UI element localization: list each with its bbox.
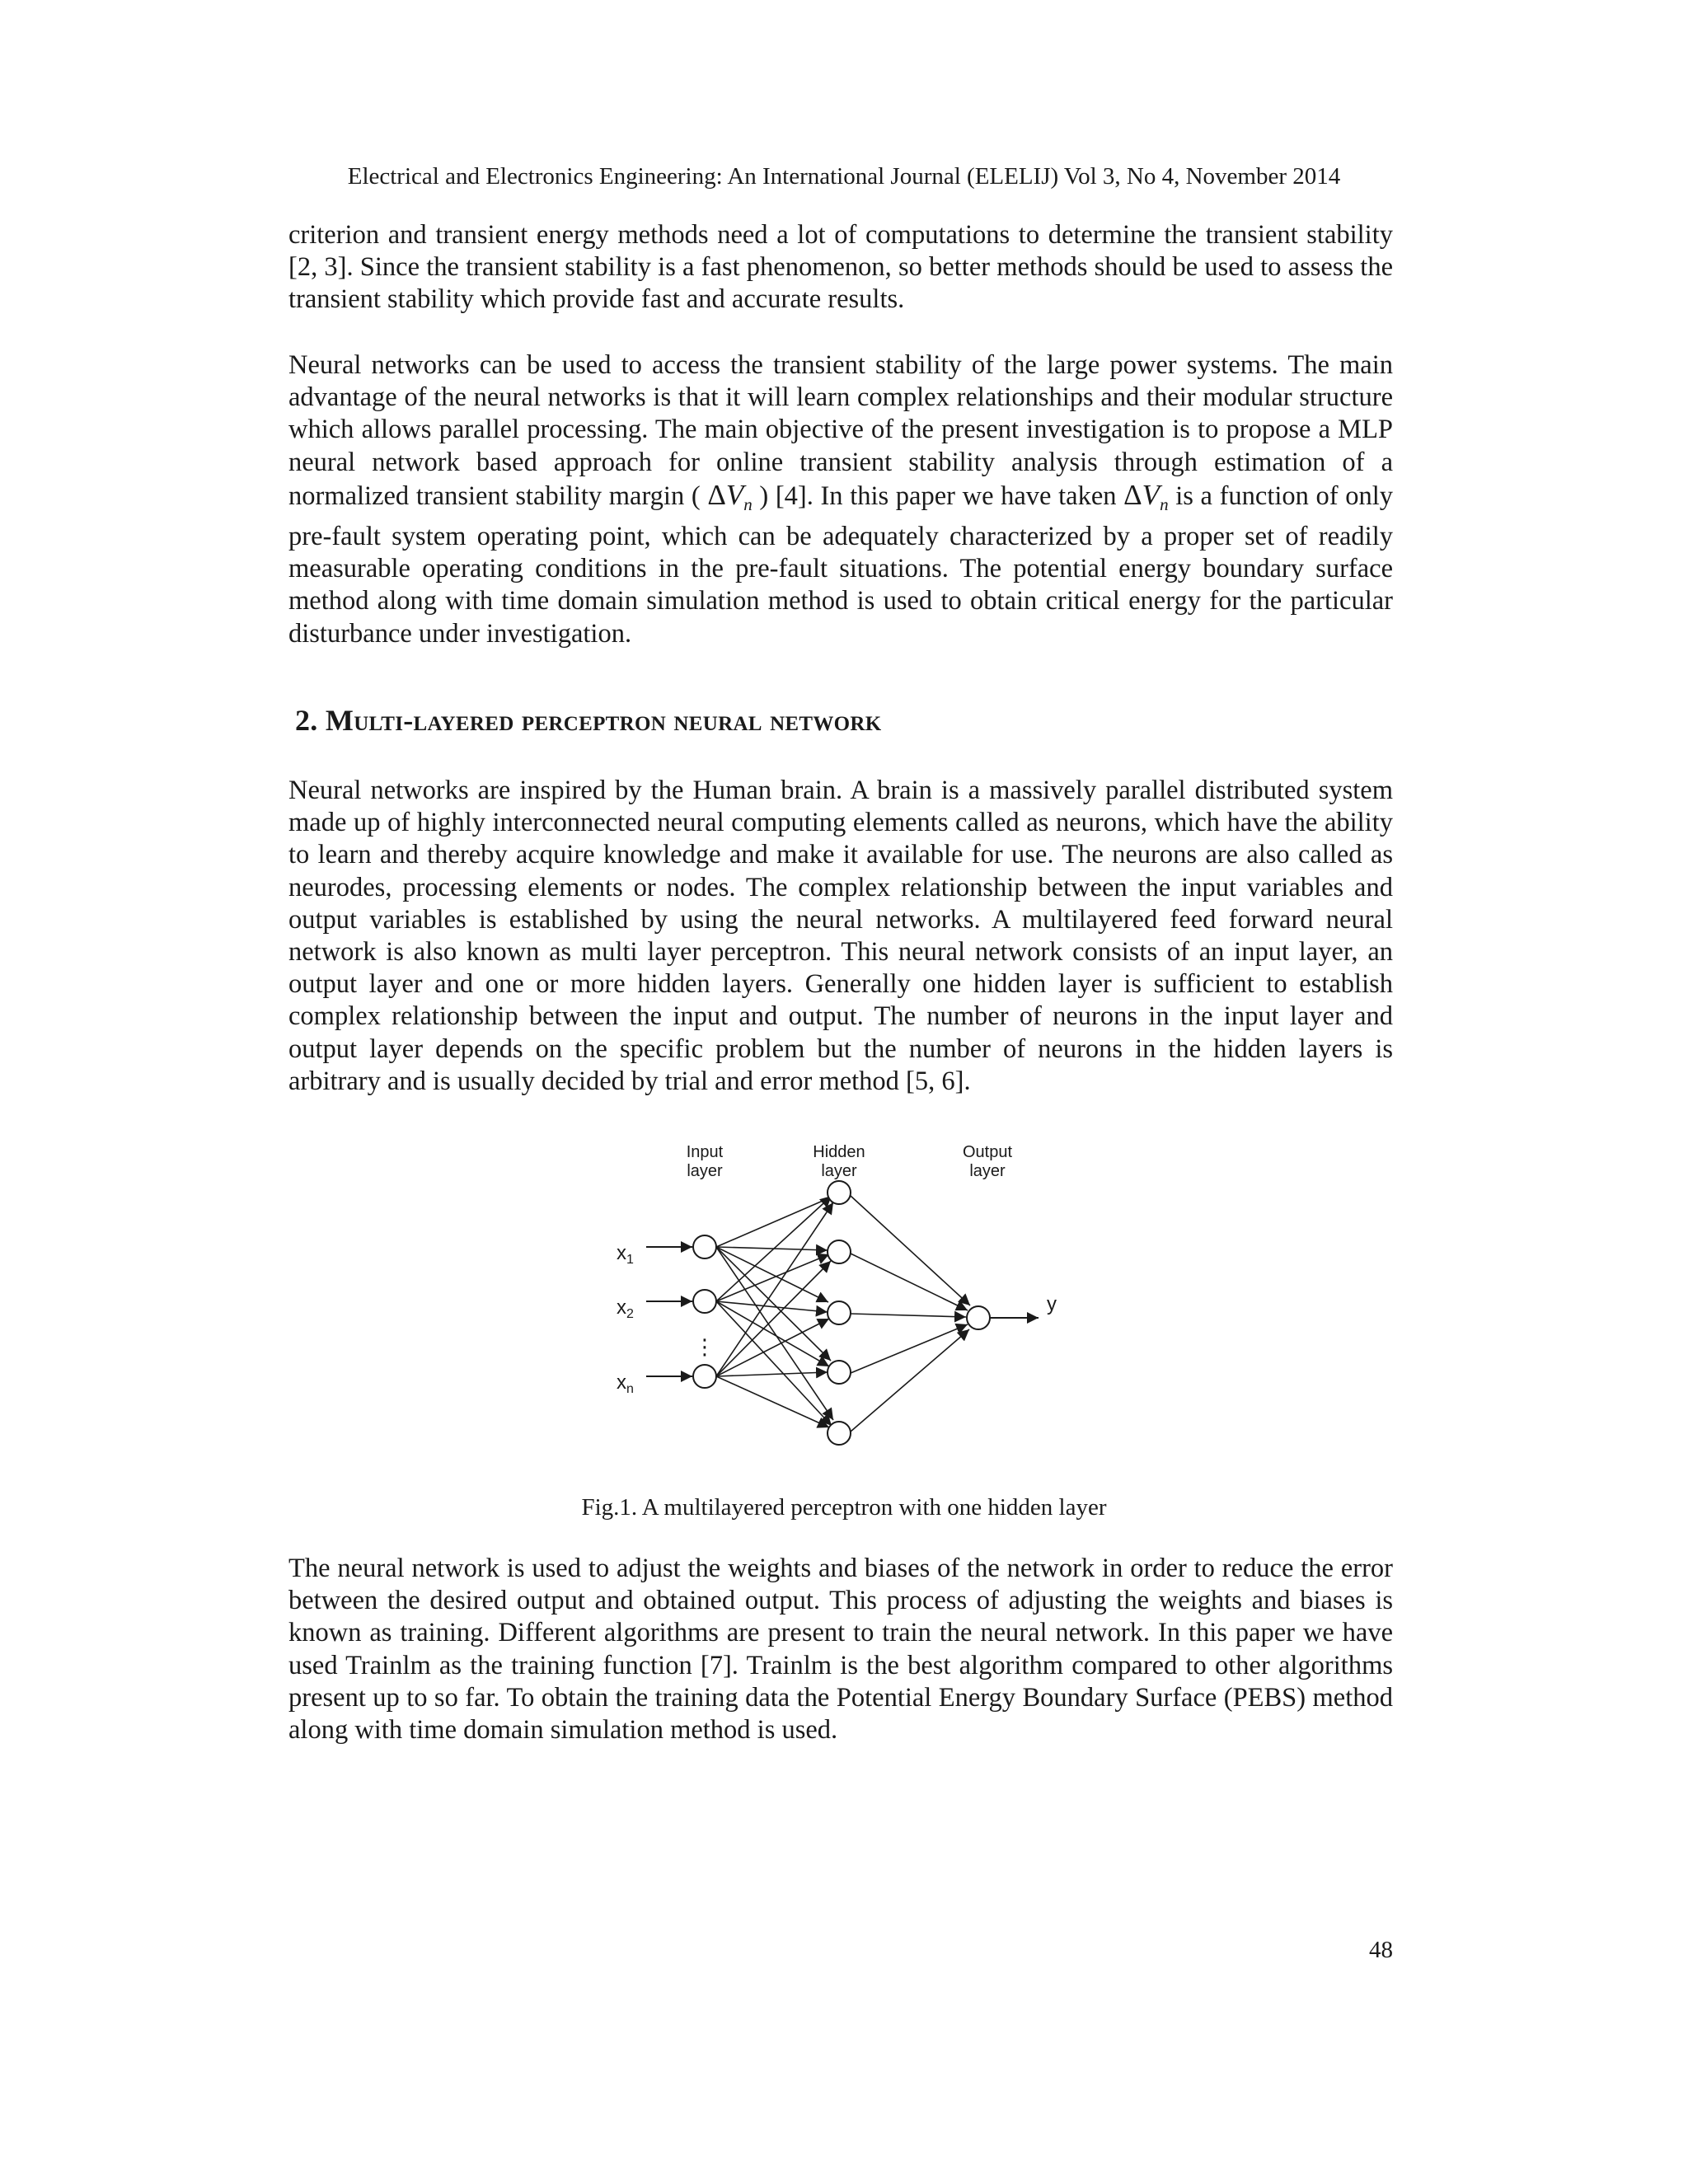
hidden-node-2 <box>828 1240 851 1263</box>
paragraph-text: Neural networks can be used to access the transient stability of the large power systems. The main advantage of the neural networks is that it will learn complex relationships and their modular structure which allows parallel processing. The main objective of the present investigation is to propose a MLP neural network based approach for online transient stability analysis through estimation of a normalized transient stability margin ( <box>288 350 1393 511</box>
layer-label-output-1: Output <box>962 1143 1013 1161</box>
running-header: Electrical and Electronics Engineering: An International Journal (ELELIJ) Vol 3, No 4, November 2014 <box>347 163 1341 190</box>
layer-label-output-2: layer <box>969 1162 1006 1180</box>
hidden-output-connections <box>851 1196 970 1432</box>
hidden-node-3 <box>828 1301 851 1324</box>
hidden-node-5 <box>828 1422 851 1445</box>
paragraph-mlp: Neural networks are inspired by the Human brain. A brain is a massively parallel distributed system made up of highly interconnected neural computing elements called as neurons, which have the ability to learn and thereby acquire knowledge and make it available for use. The neurons are also called as neurodes, processing elements or nodes. The complex relationship between the input variables and output variables is established by using the neural networks. A multilayered feed forward neural network is also known as multi layer perceptron. This neural network consists of an input layer, an output layer and one or more hidden layers. Generally one hidden layer is sufficient to establish complex relationship between the input and output. The number of neurons in the input layer and output layer depends on the specific problem but the number of neurons in the hidden layers is arbitrary and is usually decided by trial and error method [5, 6]. <box>288 776 1393 1096</box>
layer-label-input-1: Input <box>686 1143 724 1161</box>
paragraph-neural-intro <box>288 349 1393 650</box>
input-arrows <box>646 1247 692 1376</box>
paragraph-text: is a function of only pre-fault system operating point, which can be adequately characterized by a proper set of readily measurable operating conditions in the pre-fault situations. The potential energy boundary surface method along with time domain simulation method is used to obtain critical energy for the particular disturbance under investigation. <box>288 480 1394 649</box>
delta-vn-symbol: $\Delta V_n$ <box>707 478 753 514</box>
layer-label-input-2: layer <box>687 1162 723 1180</box>
input-label-x1: $x_1$ <box>617 1242 634 1267</box>
output-node <box>967 1306 990 1329</box>
input-node-n <box>693 1365 716 1388</box>
paragraph-training: The neural network is used to adjust the weights and biases of the network in order to reduce the error between the desired output and obtained output. This process of adjusting the weights and biases is known as training. Different algorithms are present to train the neural network. In this paper we have used Trainlm as the training function [7]. Trainlm is the best algorithm compared to other algorithms present up to so far. To obtain the training data the Potential Energy Boundary Surface (PEBS) method along with time domain simulation method is used. <box>288 1554 1393 1746</box>
input-node-1 <box>693 1235 716 1258</box>
input-label-xn: $x_n$ <box>617 1371 634 1396</box>
network-nodes <box>693 1181 990 1445</box>
page-number: 48 <box>1369 1937 1393 1963</box>
layer-label-hidden-1: Hidden <box>813 1143 865 1161</box>
section-title: Multi-layered perceptron neural network <box>325 704 882 737</box>
delta-vn-symbol: $\Delta V_n$ <box>1123 478 1169 514</box>
paragraph-text: ) [4]. In this paper we have taken <box>759 480 1117 511</box>
input-node-2 <box>693 1290 716 1313</box>
input-label-x2: $x_2$ <box>617 1296 634 1321</box>
ellipsis-icon: ⋮ <box>694 1334 715 1359</box>
figure-caption: Fig.1. A multilayered perceptron with one hidden layer <box>581 1494 1107 1521</box>
input-hidden-connections <box>716 1193 840 1427</box>
hidden-node-1 <box>828 1181 851 1204</box>
output-label-y: y <box>1047 1293 1057 1315</box>
layer-label-hidden-2: layer <box>821 1162 857 1180</box>
section-heading <box>295 702 882 738</box>
hidden-node-4 <box>828 1361 851 1384</box>
paragraph-continuation: criterion and transient energy methods need a lot of computations to determine the transient stability [2, 3]. Since the transient stability is a fast phenomenon, so better methods should be used to assess the transient stability which provide fast and accurate results. <box>288 220 1393 315</box>
mlp-network-diagram <box>560 1133 1137 1479</box>
section-number: 2. <box>295 704 318 737</box>
